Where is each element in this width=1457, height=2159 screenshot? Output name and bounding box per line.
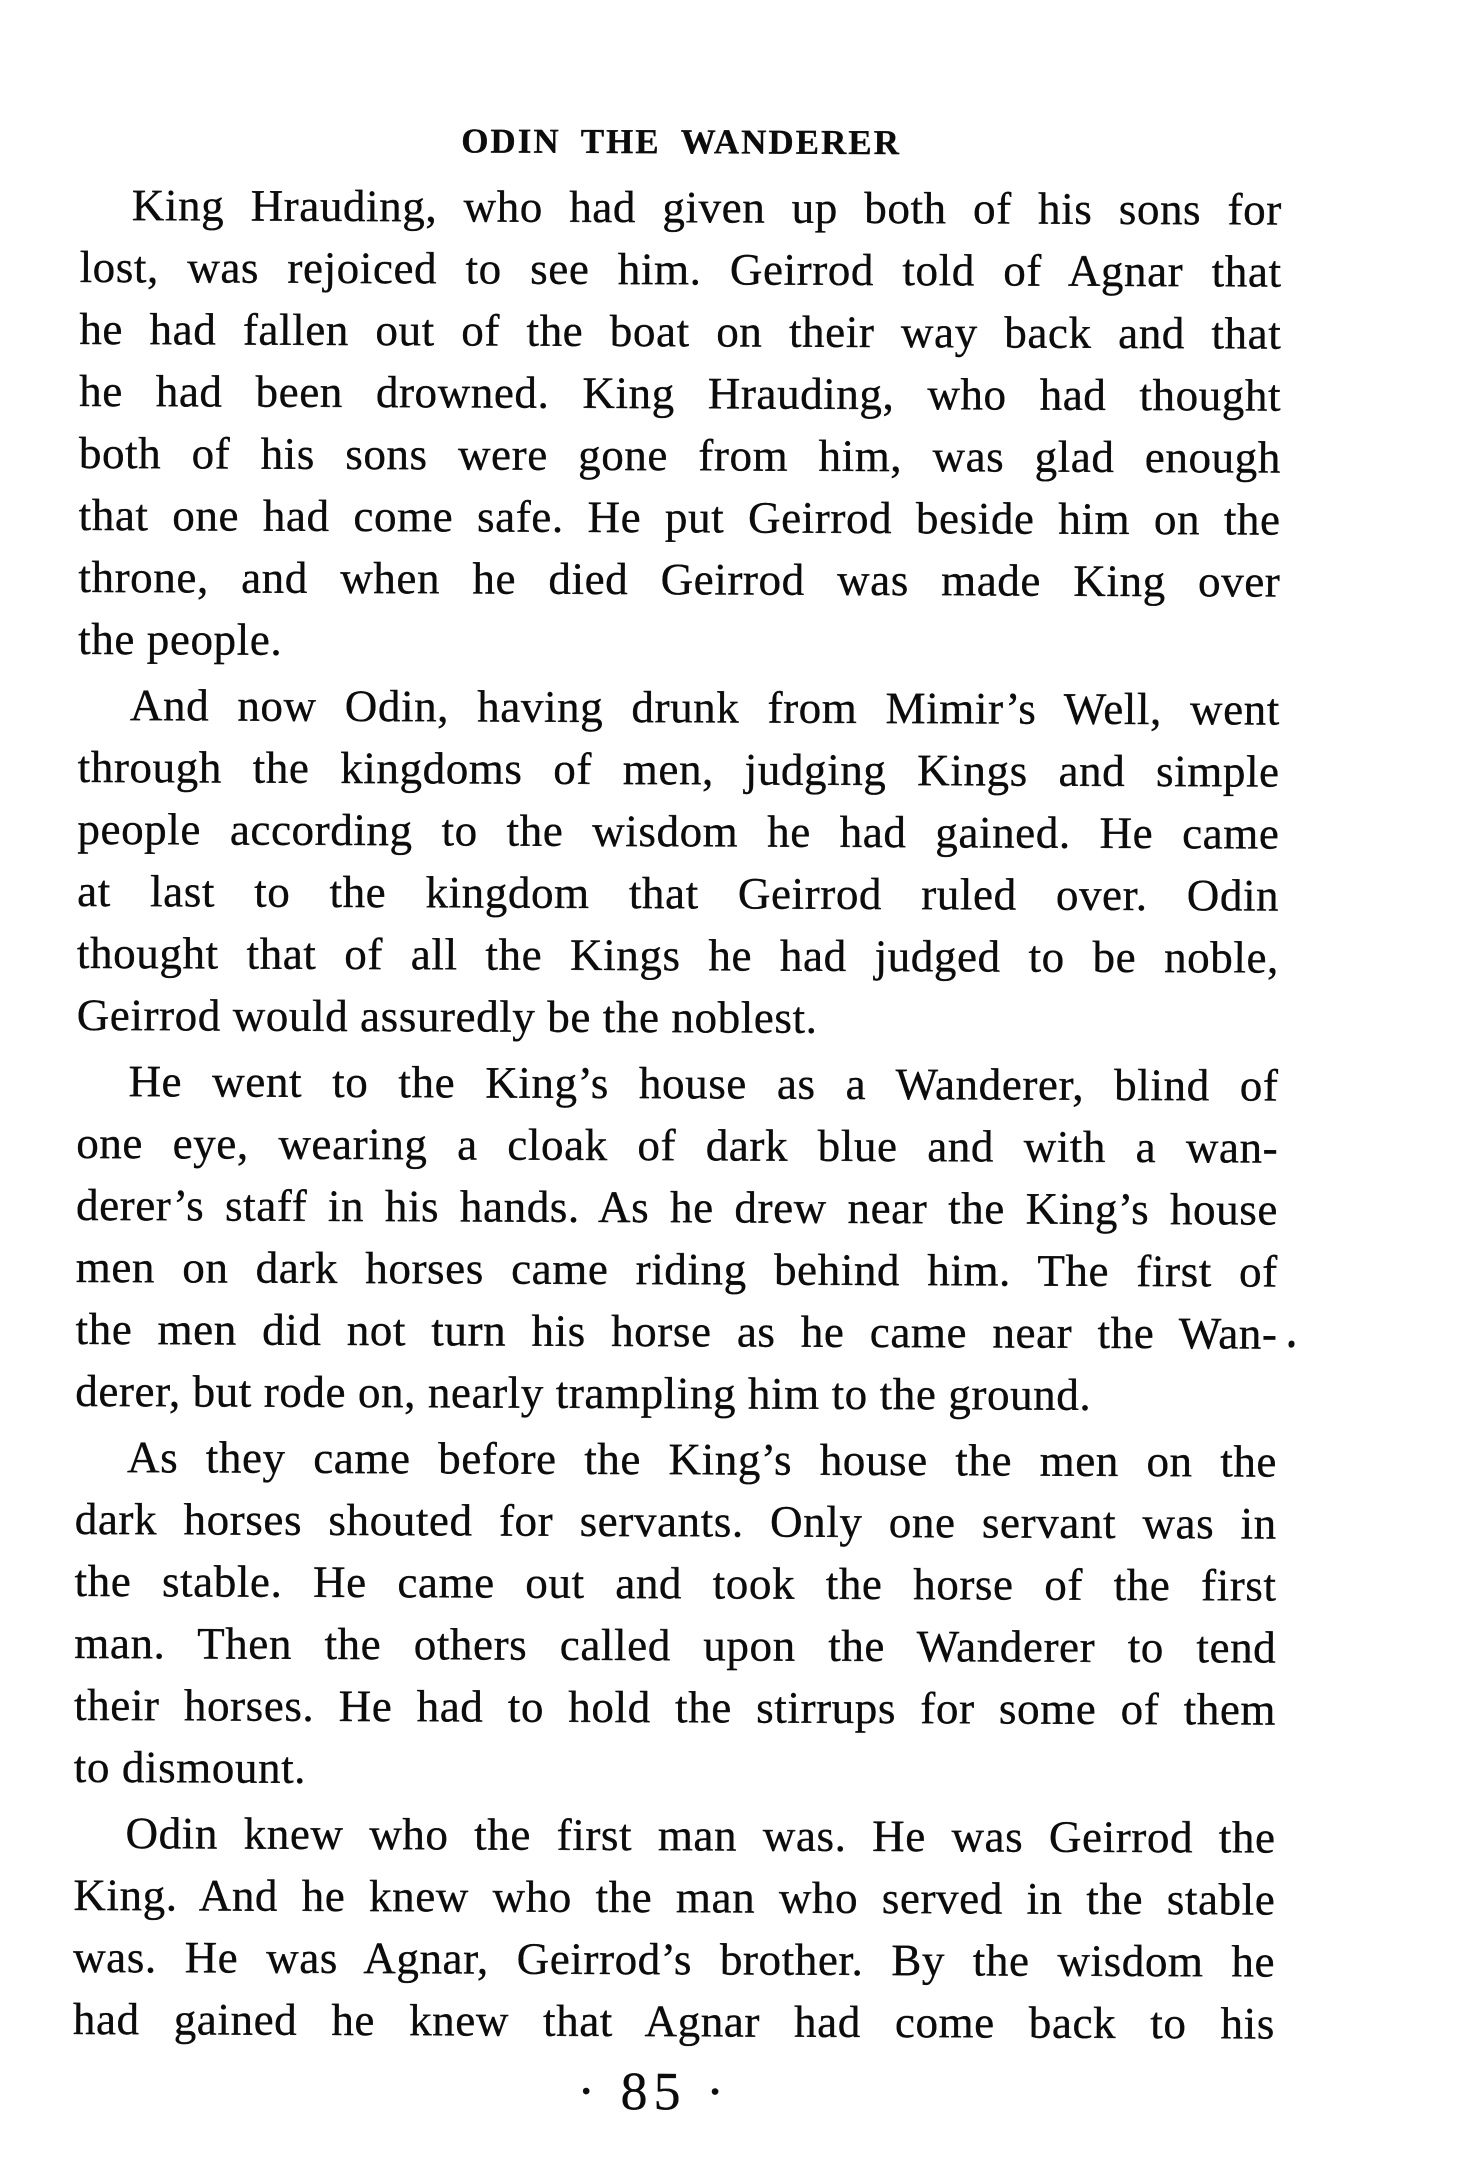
text-line: to dismount. [73,1741,307,1793]
text-line: King Hrauding, who had given up both of his sons for [131,180,1282,235]
text-line: through the kingdoms of men, judging Kings and simple [77,741,1280,797]
text-line: the stable. He came out and took the horse of the first [74,1555,1277,1611]
text-line: he had fallen out of the boat on their way back and that [79,303,1282,359]
text-line: was. He was Agnar, Geirrod’s brother. By the wisdom he [73,1931,1276,1987]
text-line: their horses. He had to hold the stirrups for some of them [74,1679,1277,1735]
text-line: throne, and when he died Geirrod was made King over [78,551,1281,607]
text-line: at last to the kingdom that Geirrod ruled over. Odin [77,865,1280,921]
text-line: He went to the King’s house as a Wanderer, blind of [128,1056,1279,1111]
chapter-title: ODIN THE WANDERER [461,121,902,163]
text-line: derer, but rode on, nearly trampling him to the ground. [75,1365,1092,1420]
text-line: King. And he knew who the man who served in the stable [73,1869,1276,1925]
paragraph [75,1050,1278,1427]
text-line: derer’s staff in his hands. As he drew near the King’s house [75,1179,1279,1235]
text-line: dark horses shouted for servants. Only one servant was in [74,1493,1277,1549]
text-line: Odin knew who the first man was. He was Geirrod the [125,1808,1276,1863]
paragraph [73,1802,1276,2055]
text-line: Geirrod would assuredly be the noblest. [76,989,818,1043]
text-line: that one had come safe. He put Geirrod beside him on the [78,489,1281,545]
text-line: the men did not turn his horse as he came near the Wan- [75,1303,1278,1359]
paragraph [77,674,1280,1051]
text-line: both of his sons were gone from him, was glad enough [78,427,1282,483]
text-line: people according to the wisdom he had gained. He came [77,803,1280,859]
text-line: had gained he knew that Agnar had come back to his [72,1993,1275,2049]
text-line: As they came before the King’s house the men on the [126,1432,1278,1487]
paragraph [74,1426,1277,1803]
text-line: lost, was rejoiced to see him. Geirrod told of Agnar that [79,241,1282,297]
page-number: · 85 · [577,2060,731,2122]
scan-speck [1288,1341,1294,1348]
text-line: the people. [78,613,283,665]
text-line: he had been drowned. King Hrauding, who had thought [79,365,1282,421]
text-line: one eye, wearing a cloak of dark blue and with a wan- [76,1117,1279,1173]
text-line: men on dark horses came riding behind him. The first of [75,1241,1278,1297]
text-line: thought that of all the Kings he had judged to be noble, [76,927,1280,983]
text-line: And now Odin, having drunk from Mimir’s Well, went [129,680,1281,735]
body-text [73,174,1282,2059]
paragraph [78,174,1282,675]
text-line: man. Then the others called upon the Wanderer to tend [74,1617,1277,1673]
